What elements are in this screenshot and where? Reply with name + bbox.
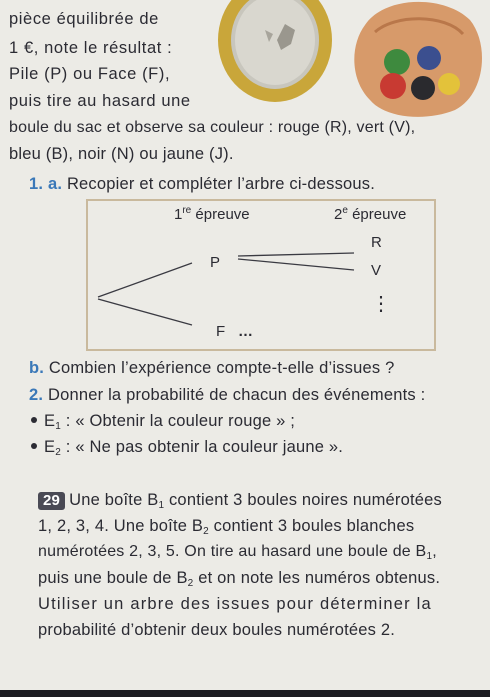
leaf-v: V xyxy=(371,262,382,279)
node-f: F xyxy=(216,323,226,340)
ex29-sub: 2 xyxy=(203,526,209,537)
ex29-line-2 xyxy=(38,516,414,542)
ex29-text: puis une boule de B xyxy=(38,569,188,587)
euro-coin-image xyxy=(215,0,335,112)
question-letter: b. xyxy=(29,359,45,377)
ex29-sub: 1 xyxy=(426,551,433,562)
vertical-dots: ⋮ xyxy=(371,293,391,315)
branch-to-f xyxy=(98,299,192,325)
bottom-edge xyxy=(0,690,490,697)
dots-after-f: … xyxy=(238,323,253,340)
ex29-sub: 1 xyxy=(158,500,165,511)
question-number: 1. xyxy=(29,175,44,193)
stage1-sup: re xyxy=(182,205,192,216)
branch-to-p xyxy=(98,263,192,297)
intro-line-3: Pile (P) ou Face (F), xyxy=(9,65,171,83)
ex29-text: contient 3 boules blanches xyxy=(208,517,415,535)
event-name: E xyxy=(44,412,56,430)
intro-line-2: 1 €, note le résultat : xyxy=(9,39,173,57)
intro-line-4: puis tire au hasard une xyxy=(9,92,191,110)
ex29-line-3 xyxy=(38,542,437,567)
event-index: 2 xyxy=(55,447,61,458)
ex29-text: contient 3 boules noires numérotées xyxy=(164,491,442,509)
event-index: 1 xyxy=(55,421,61,432)
event-name: E xyxy=(44,438,56,456)
bullet-icon xyxy=(31,443,37,449)
ex29-sub: 2 xyxy=(187,578,194,589)
stage1-number: 1 xyxy=(174,206,183,223)
question-text: Combien l’expérience compte-t-elle d’issues ? xyxy=(48,359,395,377)
stage2-number: 2 xyxy=(334,206,343,223)
tree-diagram-box xyxy=(86,199,436,351)
stage1-word: épreuve xyxy=(195,206,250,223)
question-letter: a. xyxy=(47,175,63,193)
intro-line-6: bleu (B), noir (N) ou jaune (J). xyxy=(9,145,234,163)
bag-of-balls-image xyxy=(345,0,490,118)
ex29-text: numérotées 2, 3, 5. On tire au hasard une boule de B xyxy=(38,543,427,560)
leaf-r: R xyxy=(371,234,382,251)
question-text: Recopier et compléter l’arbre ci-dessous. xyxy=(66,175,376,193)
ex29-line-6: probabilité d’obtenir deux boules numérotées 2. xyxy=(38,621,396,639)
event-text: : « Ne pas obtenir la couleur jaune ». xyxy=(65,438,344,456)
ex29-text: Une boîte B xyxy=(69,491,159,509)
question-1b xyxy=(29,358,394,378)
ex29-line-5: Utiliser un arbre des issues pour déterminer la xyxy=(38,595,432,613)
intro-line-1: pièce équilibrée de xyxy=(9,10,159,28)
question-text: Donner la probabilité de chacun des événements : xyxy=(47,386,426,404)
ex29-line-1 xyxy=(38,490,442,516)
ex29-line-4 xyxy=(38,568,440,594)
stage2-sup: e xyxy=(342,205,348,216)
question-number: 2. xyxy=(29,386,44,404)
branch-p-v xyxy=(238,259,354,270)
ex29-text: , xyxy=(432,543,437,560)
question-2 xyxy=(29,385,425,405)
stage2-word: épreuve xyxy=(352,206,407,223)
bullet-icon xyxy=(31,417,37,423)
branch-p-r xyxy=(238,253,354,256)
event-1 xyxy=(31,411,295,437)
question-1a xyxy=(29,174,375,194)
intro-line-5: boule du sac et observe sa couleur : rouge (R), vert (V), xyxy=(9,119,416,136)
exercise-number-badge: 29 xyxy=(38,492,65,510)
ex29-text: 1, 2, 3, 4. Une boîte B xyxy=(38,517,204,535)
event-2 xyxy=(31,437,343,463)
tree-branches xyxy=(88,201,434,349)
node-p: P xyxy=(210,254,221,271)
ex29-text: et on note les numéros obtenus. xyxy=(193,569,441,587)
event-text: : « Obtenir la couleur rouge » ; xyxy=(65,412,296,430)
